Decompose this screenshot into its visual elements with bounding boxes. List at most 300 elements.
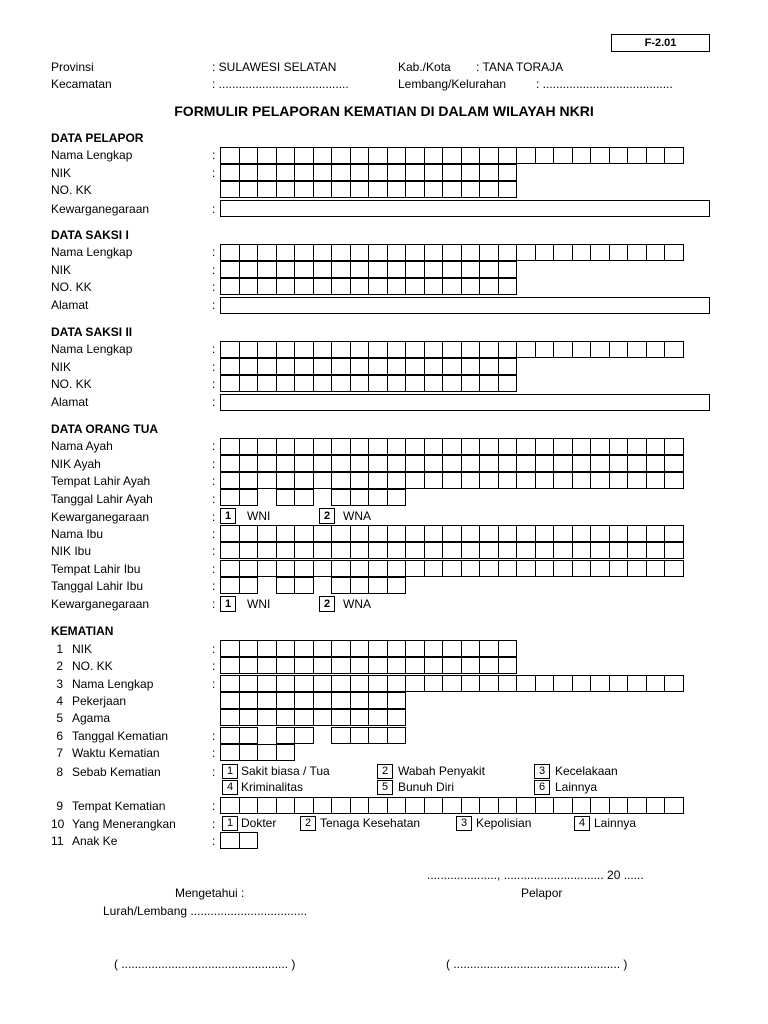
sebab-option-box[interactable]: 4 <box>222 780 238 795</box>
char-box[interactable] <box>387 278 407 295</box>
char-box[interactable] <box>350 472 370 489</box>
char-box[interactable] <box>257 181 277 198</box>
tempat-ibu-boxes[interactable] <box>220 560 684 577</box>
char-box[interactable] <box>535 341 555 358</box>
char-box[interactable] <box>294 542 314 559</box>
char-box[interactable] <box>220 244 240 261</box>
char-box[interactable] <box>368 542 388 559</box>
char-box[interactable] <box>387 577 407 594</box>
char-box[interactable] <box>590 455 610 472</box>
char-box[interactable] <box>239 438 259 455</box>
char-box[interactable] <box>220 797 240 814</box>
char-box[interactable] <box>627 560 647 577</box>
char-box[interactable] <box>257 472 277 489</box>
char-box[interactable] <box>553 455 573 472</box>
char-box[interactable] <box>424 244 444 261</box>
char-box[interactable] <box>220 438 240 455</box>
char-box[interactable] <box>313 147 333 164</box>
nama-ayah-boxes[interactable] <box>220 438 684 455</box>
char-box[interactable] <box>442 164 462 181</box>
char-box[interactable] <box>257 438 277 455</box>
char-box[interactable] <box>424 455 444 472</box>
char-box[interactable] <box>239 657 259 674</box>
char-box[interactable] <box>294 727 314 744</box>
char-box[interactable] <box>387 181 407 198</box>
char-box[interactable] <box>627 244 647 261</box>
char-box[interactable] <box>479 244 499 261</box>
char-box[interactable] <box>294 278 314 295</box>
char-box[interactable] <box>461 278 481 295</box>
char-box[interactable] <box>646 472 666 489</box>
char-box[interactable] <box>350 278 370 295</box>
char-box[interactable] <box>498 472 518 489</box>
char-box[interactable] <box>553 797 573 814</box>
char-box[interactable] <box>516 797 536 814</box>
char-box[interactable] <box>479 358 499 375</box>
char-box[interactable] <box>294 675 314 692</box>
char-box[interactable] <box>276 675 296 692</box>
char-box[interactable] <box>516 438 536 455</box>
char-box[interactable] <box>368 525 388 542</box>
char-box[interactable] <box>590 147 610 164</box>
char-box[interactable] <box>331 438 351 455</box>
char-box[interactable] <box>239 341 259 358</box>
char-box[interactable] <box>516 675 536 692</box>
char-box[interactable] <box>350 542 370 559</box>
char-box[interactable] <box>442 525 462 542</box>
kematian-waktu-boxes[interactable] <box>220 744 295 761</box>
char-box[interactable] <box>313 341 333 358</box>
char-box[interactable] <box>479 147 499 164</box>
char-box[interactable] <box>646 675 666 692</box>
char-box[interactable] <box>220 181 240 198</box>
char-box[interactable] <box>609 542 629 559</box>
char-box[interactable] <box>461 164 481 181</box>
char-box[interactable] <box>239 640 259 657</box>
char-box[interactable] <box>609 341 629 358</box>
char-box[interactable] <box>442 261 462 278</box>
place-date-line[interactable]: ....................., .............................. 20 ...... <box>427 868 644 882</box>
char-box[interactable] <box>331 577 351 594</box>
char-box[interactable] <box>664 560 684 577</box>
char-box[interactable] <box>350 797 370 814</box>
char-box[interactable] <box>368 147 388 164</box>
char-box[interactable] <box>405 164 425 181</box>
char-box[interactable] <box>479 472 499 489</box>
char-box[interactable] <box>276 181 296 198</box>
char-box[interactable] <box>479 542 499 559</box>
char-box[interactable] <box>313 358 333 375</box>
char-box[interactable] <box>220 489 240 506</box>
char-box[interactable] <box>294 797 314 814</box>
char-box[interactable] <box>646 455 666 472</box>
char-box[interactable] <box>405 181 425 198</box>
char-box[interactable] <box>387 657 407 674</box>
char-box[interactable] <box>498 675 518 692</box>
char-box[interactable] <box>516 560 536 577</box>
char-box[interactable] <box>331 727 351 744</box>
char-box[interactable] <box>387 244 407 261</box>
char-box[interactable] <box>387 261 407 278</box>
char-box[interactable] <box>239 472 259 489</box>
char-box[interactable] <box>405 341 425 358</box>
char-box[interactable] <box>387 375 407 392</box>
char-box[interactable] <box>239 560 259 577</box>
kematian-nama-boxes[interactable] <box>220 675 684 692</box>
char-box[interactable] <box>239 525 259 542</box>
char-box[interactable] <box>609 560 629 577</box>
char-box[interactable] <box>424 341 444 358</box>
char-box[interactable] <box>498 375 518 392</box>
char-box[interactable] <box>294 525 314 542</box>
char-box[interactable] <box>331 692 351 709</box>
char-box[interactable] <box>387 164 407 181</box>
char-box[interactable] <box>646 560 666 577</box>
char-box[interactable] <box>350 727 370 744</box>
char-box[interactable] <box>239 744 259 761</box>
char-box[interactable] <box>553 675 573 692</box>
signature-left[interactable]: ( .................................................. ) <box>114 957 296 971</box>
nama-ibu-boxes[interactable] <box>220 525 684 542</box>
char-box[interactable] <box>461 675 481 692</box>
char-box[interactable] <box>498 438 518 455</box>
char-box[interactable] <box>350 164 370 181</box>
char-box[interactable] <box>313 375 333 392</box>
kematian-pekerjaan-boxes[interactable] <box>220 692 406 709</box>
char-box[interactable] <box>387 640 407 657</box>
char-box[interactable] <box>590 244 610 261</box>
char-box[interactable] <box>535 472 555 489</box>
char-box[interactable] <box>257 147 277 164</box>
char-box[interactable] <box>220 709 240 726</box>
char-box[interactable] <box>220 147 240 164</box>
char-box[interactable] <box>294 455 314 472</box>
char-box[interactable] <box>461 358 481 375</box>
char-box[interactable] <box>331 147 351 164</box>
char-box[interactable] <box>239 455 259 472</box>
char-box[interactable] <box>294 560 314 577</box>
char-box[interactable] <box>257 375 277 392</box>
char-box[interactable] <box>257 244 277 261</box>
char-box[interactable] <box>405 797 425 814</box>
char-box[interactable] <box>424 358 444 375</box>
char-box[interactable] <box>368 692 388 709</box>
char-box[interactable] <box>276 164 296 181</box>
kematian-tempat-boxes[interactable] <box>220 797 684 814</box>
char-box[interactable] <box>498 358 518 375</box>
char-box[interactable] <box>294 358 314 375</box>
char-box[interactable] <box>461 472 481 489</box>
char-box[interactable] <box>424 657 444 674</box>
char-box[interactable] <box>276 438 296 455</box>
char-box[interactable] <box>461 525 481 542</box>
char-box[interactable] <box>350 438 370 455</box>
char-box[interactable] <box>368 278 388 295</box>
char-box[interactable] <box>405 375 425 392</box>
char-box[interactable] <box>331 542 351 559</box>
ibu-wni-checkbox[interactable]: 1 <box>220 596 236 612</box>
char-box[interactable] <box>368 358 388 375</box>
char-box[interactable] <box>294 181 314 198</box>
char-box[interactable] <box>572 341 592 358</box>
kematian-anakke-boxes[interactable] <box>220 832 258 849</box>
char-box[interactable] <box>350 525 370 542</box>
char-box[interactable] <box>516 244 536 261</box>
char-box[interactable] <box>294 640 314 657</box>
sebab-option-box[interactable]: 3 <box>534 764 550 779</box>
char-box[interactable] <box>387 472 407 489</box>
char-box[interactable] <box>387 692 407 709</box>
char-box[interactable] <box>405 657 425 674</box>
char-box[interactable] <box>387 675 407 692</box>
char-box[interactable] <box>442 675 462 692</box>
char-box[interactable] <box>294 375 314 392</box>
char-box[interactable] <box>387 455 407 472</box>
char-box[interactable] <box>535 438 555 455</box>
menerangkan-option-box[interactable]: 1 <box>222 816 238 831</box>
char-box[interactable] <box>239 675 259 692</box>
char-box[interactable] <box>350 341 370 358</box>
char-box[interactable] <box>405 147 425 164</box>
char-box[interactable] <box>368 261 388 278</box>
char-box[interactable] <box>313 455 333 472</box>
char-box[interactable] <box>239 375 259 392</box>
char-box[interactable] <box>609 525 629 542</box>
char-box[interactable] <box>461 181 481 198</box>
sebab-option-box[interactable]: 1 <box>222 764 238 779</box>
char-box[interactable] <box>461 455 481 472</box>
char-box[interactable] <box>257 261 277 278</box>
char-box[interactable] <box>368 341 388 358</box>
char-box[interactable] <box>313 640 333 657</box>
char-box[interactable] <box>405 560 425 577</box>
char-box[interactable] <box>590 525 610 542</box>
char-box[interactable] <box>350 577 370 594</box>
char-box[interactable] <box>553 341 573 358</box>
char-box[interactable] <box>442 244 462 261</box>
char-box[interactable] <box>313 164 333 181</box>
char-box[interactable] <box>331 164 351 181</box>
char-box[interactable] <box>239 261 259 278</box>
char-box[interactable] <box>627 542 647 559</box>
char-box[interactable] <box>368 438 388 455</box>
saksi2-nik-boxes[interactable] <box>220 358 517 375</box>
char-box[interactable] <box>424 164 444 181</box>
char-box[interactable] <box>590 560 610 577</box>
char-box[interactable] <box>553 560 573 577</box>
char-box[interactable] <box>220 727 240 744</box>
saksi1-nokk-boxes[interactable] <box>220 278 517 295</box>
char-box[interactable] <box>627 438 647 455</box>
pelapor-nama-boxes[interactable] <box>220 147 684 164</box>
char-box[interactable] <box>276 341 296 358</box>
char-box[interactable] <box>572 675 592 692</box>
char-box[interactable] <box>331 261 351 278</box>
char-box[interactable] <box>590 341 610 358</box>
char-box[interactable] <box>294 489 314 506</box>
char-box[interactable] <box>276 472 296 489</box>
char-box[interactable] <box>220 278 240 295</box>
char-box[interactable] <box>350 657 370 674</box>
char-box[interactable] <box>313 438 333 455</box>
char-box[interactable] <box>368 472 388 489</box>
char-box[interactable] <box>257 358 277 375</box>
char-box[interactable] <box>664 797 684 814</box>
char-box[interactable] <box>239 727 259 744</box>
char-box[interactable] <box>424 640 444 657</box>
char-box[interactable] <box>572 438 592 455</box>
char-box[interactable] <box>239 542 259 559</box>
char-box[interactable] <box>627 675 647 692</box>
char-box[interactable] <box>479 455 499 472</box>
char-box[interactable] <box>220 832 240 849</box>
char-box[interactable] <box>313 692 333 709</box>
char-box[interactable] <box>276 244 296 261</box>
char-box[interactable] <box>572 525 592 542</box>
char-box[interactable] <box>664 472 684 489</box>
char-box[interactable] <box>572 244 592 261</box>
char-box[interactable] <box>461 560 481 577</box>
char-box[interactable] <box>590 542 610 559</box>
char-box[interactable] <box>405 542 425 559</box>
tanggal-ayah-boxes[interactable] <box>220 489 406 506</box>
char-box[interactable] <box>294 692 314 709</box>
char-box[interactable] <box>664 542 684 559</box>
char-box[interactable] <box>479 261 499 278</box>
char-box[interactable] <box>627 797 647 814</box>
pelapor-nokk-boxes[interactable] <box>220 181 517 198</box>
char-box[interactable] <box>331 341 351 358</box>
char-box[interactable] <box>276 640 296 657</box>
char-box[interactable] <box>257 341 277 358</box>
char-box[interactable] <box>498 278 518 295</box>
char-box[interactable] <box>387 147 407 164</box>
char-box[interactable] <box>313 542 333 559</box>
char-box[interactable] <box>220 675 240 692</box>
char-box[interactable] <box>609 438 629 455</box>
char-box[interactable] <box>498 261 518 278</box>
char-box[interactable] <box>276 278 296 295</box>
char-box[interactable] <box>461 438 481 455</box>
char-box[interactable] <box>257 657 277 674</box>
char-box[interactable] <box>590 675 610 692</box>
char-box[interactable] <box>424 472 444 489</box>
char-box[interactable] <box>664 455 684 472</box>
char-box[interactable] <box>368 244 388 261</box>
char-box[interactable] <box>220 692 240 709</box>
char-box[interactable] <box>572 455 592 472</box>
char-box[interactable] <box>442 797 462 814</box>
char-box[interactable] <box>479 181 499 198</box>
char-box[interactable] <box>498 797 518 814</box>
char-box[interactable] <box>294 261 314 278</box>
char-box[interactable] <box>220 744 240 761</box>
char-box[interactable] <box>276 797 296 814</box>
pelapor-nik-boxes[interactable] <box>220 164 517 181</box>
char-box[interactable] <box>220 358 240 375</box>
char-box[interactable] <box>442 640 462 657</box>
char-box[interactable] <box>553 472 573 489</box>
char-box[interactable] <box>350 455 370 472</box>
menerangkan-option-box[interactable]: 4 <box>574 816 590 831</box>
char-box[interactable] <box>331 525 351 542</box>
char-box[interactable] <box>350 244 370 261</box>
char-box[interactable] <box>553 542 573 559</box>
char-box[interactable] <box>646 244 666 261</box>
char-box[interactable] <box>257 560 277 577</box>
char-box[interactable] <box>405 640 425 657</box>
char-box[interactable] <box>239 358 259 375</box>
char-box[interactable] <box>276 358 296 375</box>
char-box[interactable] <box>387 438 407 455</box>
nik-ibu-boxes[interactable] <box>220 542 684 559</box>
char-box[interactable] <box>646 438 666 455</box>
saksi2-nokk-boxes[interactable] <box>220 375 517 392</box>
char-box[interactable] <box>257 542 277 559</box>
char-box[interactable] <box>350 709 370 726</box>
char-box[interactable] <box>516 147 536 164</box>
char-box[interactable] <box>424 560 444 577</box>
char-box[interactable] <box>368 577 388 594</box>
char-box[interactable] <box>239 147 259 164</box>
char-box[interactable] <box>368 560 388 577</box>
char-box[interactable] <box>627 525 647 542</box>
char-box[interactable] <box>331 358 351 375</box>
char-box[interactable] <box>276 727 296 744</box>
char-box[interactable] <box>350 358 370 375</box>
char-box[interactable] <box>239 278 259 295</box>
char-box[interactable] <box>609 472 629 489</box>
char-box[interactable] <box>257 455 277 472</box>
menerangkan-option-box[interactable]: 3 <box>456 816 472 831</box>
lembang-value[interactable]: : ....................................... <box>536 77 673 91</box>
char-box[interactable] <box>609 147 629 164</box>
char-box[interactable] <box>516 542 536 559</box>
char-box[interactable] <box>461 341 481 358</box>
char-box[interactable] <box>313 709 333 726</box>
char-box[interactable] <box>405 525 425 542</box>
char-box[interactable] <box>276 261 296 278</box>
char-box[interactable] <box>368 675 388 692</box>
char-box[interactable] <box>350 261 370 278</box>
char-box[interactable] <box>313 560 333 577</box>
char-box[interactable] <box>220 577 240 594</box>
char-box[interactable] <box>313 797 333 814</box>
char-box[interactable] <box>276 577 296 594</box>
char-box[interactable] <box>257 744 277 761</box>
char-box[interactable] <box>442 438 462 455</box>
char-box[interactable] <box>479 675 499 692</box>
char-box[interactable] <box>498 542 518 559</box>
char-box[interactable] <box>276 542 296 559</box>
char-box[interactable] <box>627 341 647 358</box>
char-box[interactable] <box>424 181 444 198</box>
char-box[interactable] <box>368 375 388 392</box>
char-box[interactable] <box>424 278 444 295</box>
char-box[interactable] <box>461 797 481 814</box>
char-box[interactable] <box>664 341 684 358</box>
menerangkan-option-box[interactable]: 2 <box>300 816 316 831</box>
char-box[interactable] <box>368 181 388 198</box>
char-box[interactable] <box>276 657 296 674</box>
char-box[interactable] <box>516 341 536 358</box>
char-box[interactable] <box>405 278 425 295</box>
sebab-option-box[interactable]: 6 <box>534 780 550 795</box>
char-box[interactable] <box>646 797 666 814</box>
char-box[interactable] <box>646 525 666 542</box>
char-box[interactable] <box>498 455 518 472</box>
char-box[interactable] <box>257 278 277 295</box>
